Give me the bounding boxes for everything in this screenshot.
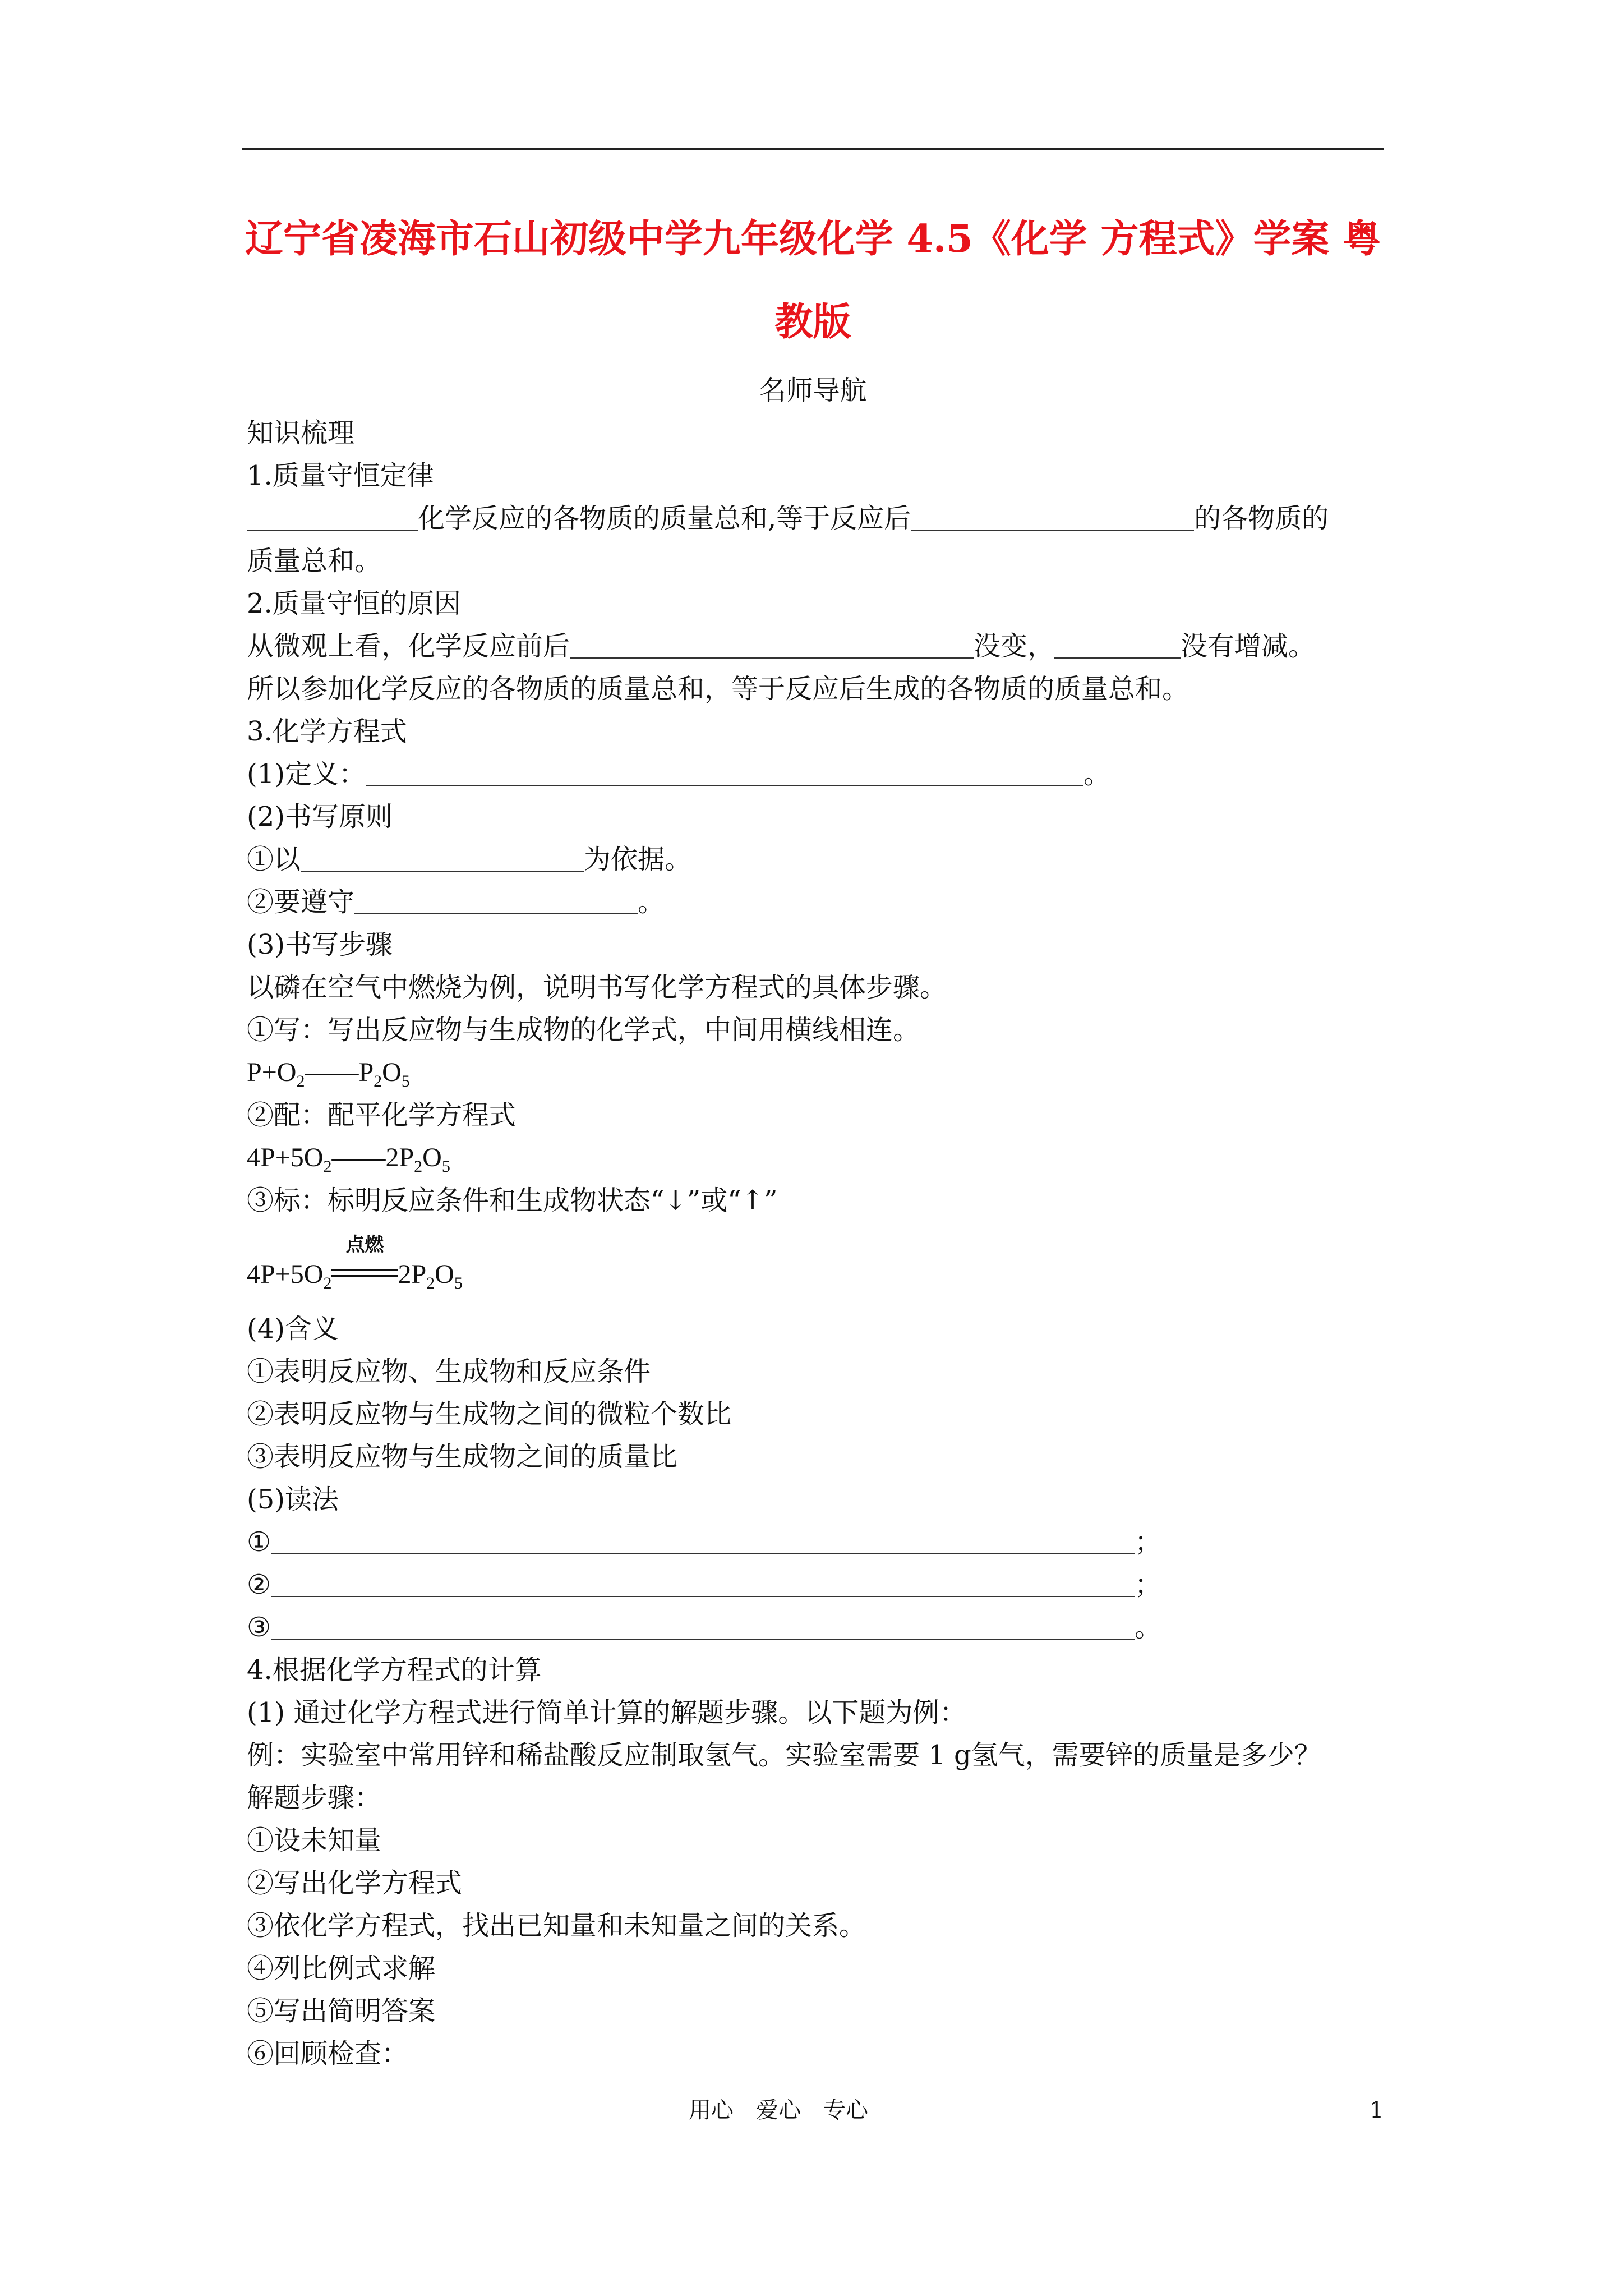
document-title-line-2: 教版 <box>774 300 851 344</box>
answer-blank[interactable] <box>911 507 1194 531</box>
s3-principle-1: ①以 为依据。 <box>247 844 692 875</box>
s4-step-3: ③依化学方程式，找出已知量和未知量之间的关系。 <box>247 1910 866 1941</box>
page-number: 1 <box>1370 2097 1384 2123</box>
subtitle: 名师导航 <box>759 375 867 406</box>
s3-steps-heading: (3)书写步骤 <box>247 929 393 960</box>
answer-blank[interactable] <box>301 848 584 872</box>
s3-reading-2: ② ； <box>247 1569 1162 1600</box>
equation-balanced: $4P+5O_2——2P_2O_5$ <box>247 1143 450 1176</box>
s3-step-1: ①写：写出反应物与生成物的化学式，中间用横线相连。 <box>247 1014 920 1046</box>
s4-step-6: ⑥回顾检查： <box>247 2038 409 2069</box>
s4-step-1: ①设未知量 <box>247 1825 382 1856</box>
s3-principle-2: ②要遵守 。 <box>247 886 665 918</box>
s3-reading-3: ③ 。 <box>247 1612 1162 1643</box>
s3-reading-1: ① ； <box>247 1526 1162 1558</box>
answer-blank[interactable] <box>271 1616 1135 1640</box>
s4-step-5: ⑤写出简明答案 <box>247 1995 436 2027</box>
answer-blank[interactable] <box>271 1573 1135 1597</box>
s3-meaning-2: ②表明反应物与生成物之间的微粒个数比 <box>247 1398 732 1430</box>
answer-blank[interactable] <box>366 763 1083 786</box>
s1-heading: 1.质量守恒定律 <box>247 460 434 491</box>
answer-blank[interactable] <box>570 635 974 659</box>
header-rule <box>242 148 1384 150</box>
s4-sub-1: (1) 通过化学方程式进行简单计算的解题步骤。以下题为例： <box>247 1697 967 1728</box>
answer-blank[interactable] <box>1054 635 1181 659</box>
footer-motto: 用心 爱心 专心 <box>689 2097 868 2123</box>
section-knowledge-heading: 知识梳理 <box>247 417 355 449</box>
answer-blank[interactable] <box>247 507 418 531</box>
s3-meaning-3: ③表明反应物与生成物之间的质量比 <box>247 1441 678 1473</box>
s2-line-1: 从微观上看，化学反应前后 没变， 没有增减。 <box>247 631 1316 662</box>
s4-heading: 4.根据化学方程式的计算 <box>247 1654 542 1686</box>
s2-heading: 2.质量守恒的原因 <box>247 588 461 619</box>
s2-line-2: 所以参加化学反应的各物质的质量总和，等于反应后生成的各物质的质量总和。 <box>247 673 1189 705</box>
s3-reading-heading: (5)读法 <box>247 1484 339 1515</box>
s1-line-2: 质量总和。 <box>247 545 382 577</box>
s3-definition: (1)定义： 。 <box>247 758 1111 790</box>
answer-blank[interactable] <box>354 891 638 914</box>
s3-meaning-heading: (4)含义 <box>247 1313 339 1345</box>
equation-complete: $4P+5O_2$ 点燃 $2P_2O_5$ <box>247 1234 463 1292</box>
s4-step-2: ②写出化学方程式 <box>247 1867 463 1899</box>
s3-steps-intro: 以磷在空气中燃烧为例，说明书写化学方程式的具体步骤。 <box>247 972 947 1003</box>
reaction-equals-sign <box>331 1234 398 1288</box>
reaction-condition-label: 点燃 <box>345 1234 384 1256</box>
s1-line-1: 化学反应的各物质的质量总和,等于反应后 的各物质的 <box>247 505 1329 532</box>
document-title-line-1: 辽宁省凌海市石山初级中学九年级化学 4.5《化学 方程式》学案 粤 <box>245 217 1381 261</box>
answer-blank[interactable] <box>271 1531 1135 1554</box>
s3-meaning-1: ①表明反应物、生成物和反应条件 <box>247 1356 651 1387</box>
equation-unbalanced: $P+O_2——P_2O_5$ <box>247 1057 410 1091</box>
s3-step-2: ②配：配平化学方程式 <box>247 1099 517 1131</box>
s3-step-3: ③标：标明反应条件和生成物状态“↓”或“↑” <box>247 1185 778 1216</box>
s3-heading: 3.化学方程式 <box>247 716 407 747</box>
s4-example: 例：实验室中常用锌和稀盐酸反应制取氢气。实验室需要 1 g氢气，需要锌的质量是多少？ <box>247 1740 1321 1771</box>
s4-step-4: ④列比例式求解 <box>247 1953 436 1984</box>
s4-steps-label: 解题步骤： <box>247 1782 382 1814</box>
s3-principle-heading: (2)书写原则 <box>247 801 393 832</box>
